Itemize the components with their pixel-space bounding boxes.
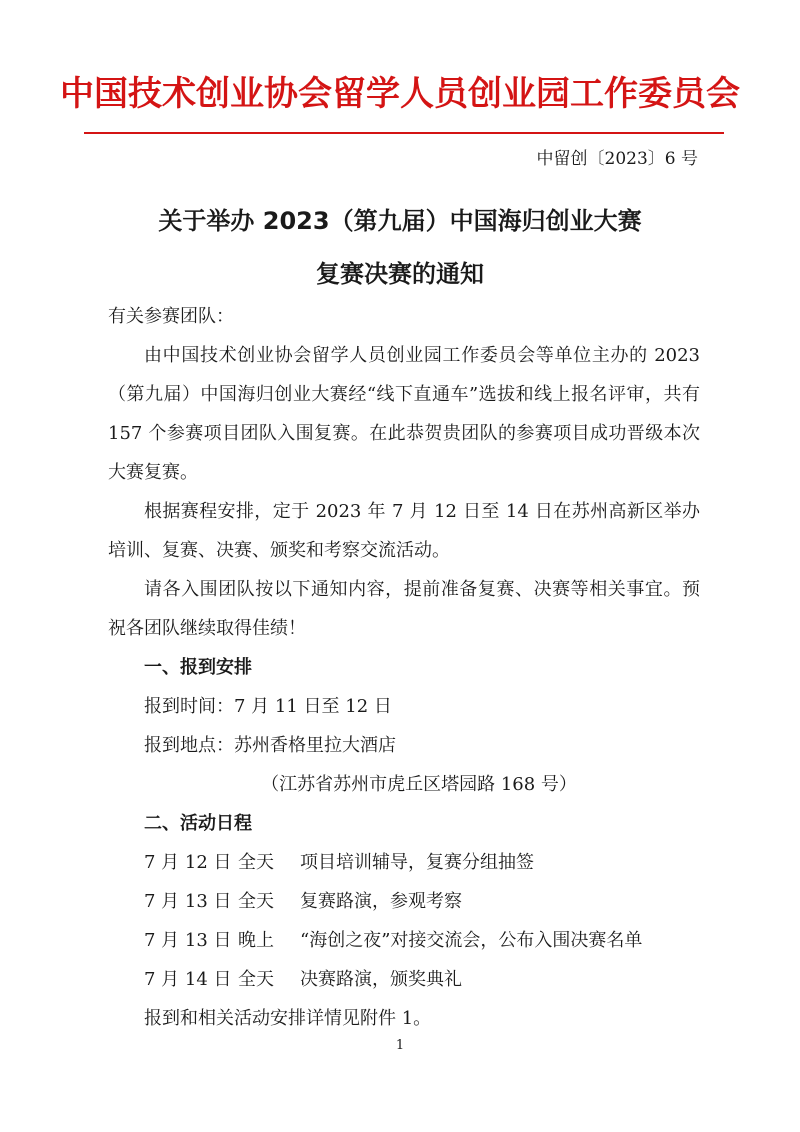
schedule-row — [108, 843, 700, 882]
schedule-row — [108, 960, 700, 999]
schedule-date: 7 月 12 日 — [144, 852, 232, 873]
paragraph-intro: 由中国技术创业协会留学人员创业园工作委员会等单位主办的 2023（第九届）中国海归创业大赛经“线下直通车”选拔和线上报名评审，共有 157 个参赛项目团队入围复赛。在此恭贺贵团队的参赛项目成功晋级本次大赛复赛。 — [108, 345, 700, 483]
schedule-time: 全天 — [238, 891, 274, 912]
registration-time: 报到时间：7 月 11 日至 12 日 — [144, 696, 392, 717]
registration-place: 报到地点：苏州香格里拉大酒店 — [144, 735, 396, 756]
title-line-2: 复赛决赛的通知 — [316, 260, 484, 288]
schedule-desc: 决赛路演，颁奖典礼 — [300, 969, 462, 990]
schedule-time: 全天 — [238, 852, 274, 873]
schedule-date: 7 月 13 日 — [144, 891, 232, 912]
section-1-heading: 一、报到安排 — [144, 657, 252, 678]
schedule-row — [108, 882, 700, 921]
schedule-date: 7 月 13 日 — [144, 930, 232, 951]
schedule-row — [108, 921, 700, 960]
paragraph-preparation: 请各入围团队按以下通知内容，提前准备复赛、决赛等相关事宜。预祝各团队继续取得佳绩！ — [108, 579, 700, 639]
schedule-desc: “海创之夜”对接交流会，公布入围决赛名单 — [300, 930, 643, 951]
schedule-time: 全天 — [238, 969, 274, 990]
page-number: 1 — [395, 1038, 405, 1053]
schedule-time: 晚上 — [238, 930, 274, 951]
schedule-desc: 复赛路演，参观考察 — [300, 891, 462, 912]
letterhead: 中国技术创业协会留学人员创业园工作委员会 — [60, 74, 740, 114]
attachment-note: 报到和相关活动安排详情见附件 1。 — [144, 1008, 432, 1029]
schedule-date: 7 月 14 日 — [144, 969, 232, 990]
salutation: 有关参赛团队： — [108, 306, 234, 327]
paragraph-schedule: 根据赛程安排，定于 2023 年 7 月 12 日至 14 日在苏州高新区举办培训、复赛、决赛、颁奖和考察交流活动。 — [108, 501, 700, 561]
section-2-heading: 二、活动日程 — [144, 813, 252, 834]
title-line-1: 关于举办 2023（第九届）中国海归创业大赛 — [158, 207, 642, 235]
registration-address: （江苏省苏州市虎丘区塔园路 168 号） — [261, 774, 577, 795]
schedule-desc: 项目培训辅导，复赛分组抽签 — [300, 852, 534, 873]
document-number: 中留创〔2023〕6 号 — [536, 149, 698, 169]
notice-body — [108, 336, 700, 1038]
letterhead-divider — [84, 132, 724, 134]
